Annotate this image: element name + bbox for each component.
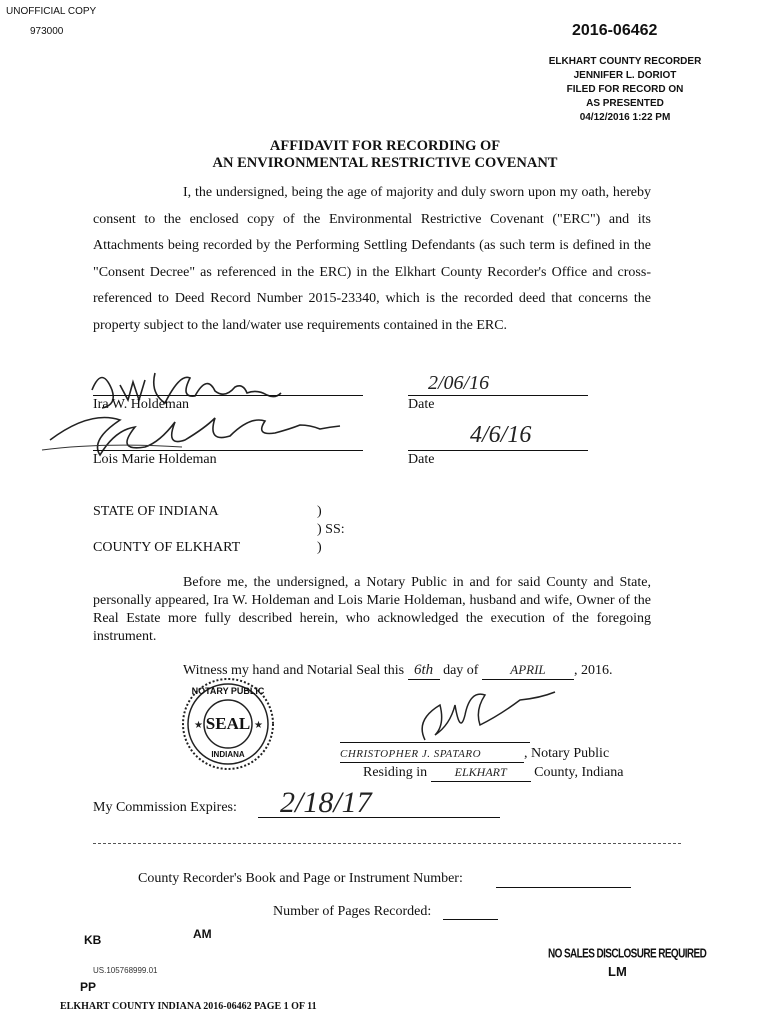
book-page-label: County Recorder's Book and Page or Instrument Number: [138, 871, 463, 886]
notary-signature-line [340, 742, 530, 743]
notary-name-line [340, 746, 609, 763]
venue-ss: ) SS: [317, 522, 345, 537]
date-label-ira: Date [408, 397, 435, 412]
venue-paren-top: ) [317, 504, 322, 519]
witness-day-of: day of [443, 663, 479, 678]
date-line-lois [408, 450, 588, 451]
document-code: 973000 [30, 26, 64, 37]
signature-line-lois [93, 450, 363, 451]
footer-lm: LM [608, 964, 627, 979]
recorder-stamp [535, 55, 715, 125]
witness-month-hand: APRIL [510, 662, 546, 677]
witness-day-hand: 6th [413, 662, 434, 678]
handwritten-date-lois: 4/6/16 [470, 422, 532, 448]
notary-title: , Notary Public [524, 746, 610, 761]
notary-paragraph: Before me, the undersigned, a Notary Public in and for said County and State, personally appeared, Ira W. Holdeman and Lois Marie Holdeman, husband and wife, Owner of the Real Estate more fully described herein, who acknowledged the execution of the foregoing instrument. [93, 575, 651, 644]
recorder-line: ELKHART COUNTY RECORDER [548, 56, 702, 67]
date-label-lois: Date [408, 452, 435, 467]
handwritten-date-ira: 2/06/16 [428, 372, 490, 394]
seal-star-left: ★ [194, 720, 203, 731]
notary-name-hand: CHRISTOPHER J. SPATARO [340, 748, 482, 760]
footer-pp: PP [80, 980, 97, 994]
residing-label: Residing in [363, 765, 428, 780]
recorder-line: FILED FOR RECORD ON [566, 84, 684, 95]
residing-county-blank [431, 765, 531, 782]
venue-paren-bottom: ) [317, 540, 322, 555]
witness-year: , 2016. [573, 663, 613, 678]
residing-county-suffix: County, Indiana [534, 765, 624, 780]
notary-signature [390, 690, 560, 750]
pages-recorded-label: Number of Pages Recorded: [273, 904, 432, 919]
residing-line [363, 765, 623, 782]
state-label: STATE OF INDIANA [93, 504, 219, 519]
recorder-line: 04/12/2016 1:22 PM [579, 112, 671, 123]
dashed-separator [93, 843, 681, 844]
no-sales-disclosure: NO SALES DISCLOSURE REQUIRED [548, 947, 707, 962]
document-title [150, 138, 620, 172]
signer-name-lois: Lois Marie Holdeman [93, 452, 217, 467]
residing-county-hand: ELKHART [454, 765, 507, 779]
title-line: AN ENVIRONMENTAL RESTRICTIVE COVENANT [212, 155, 558, 171]
county-label: COUNTY OF ELKHART [93, 540, 241, 555]
commission-date-hand: 2/18/17 [280, 786, 372, 819]
witness-month-blank [482, 662, 574, 680]
title-line: AFFIDAVIT FOR RECORDING OF [269, 138, 501, 154]
record-number: 2016-06462 [572, 22, 658, 39]
notary-name-blank [340, 746, 524, 763]
footer-am: AM [193, 927, 212, 941]
witness-prefix: Witness my hand and Notarial Seal this [183, 663, 405, 678]
consent-paragraph: I, the undersigned, being the age of majority and duly sworn upon my oath, hereby consent to the enclosed copy of the Environmental Restrictive Covenant ("ERC") and its Attachments being recorded by the Performing Settling Defendants (as such term is defined in the "Consent Decree" as referenced in the ERC) in the Elkhart County Recorder's Office and cross-referenced to Deed Record Number 2015-23340, which is the recorded deed that concerns the property subject to the land/water use requirements contained in the ERC. [93, 185, 651, 333]
seal-center-text: SEAL [205, 714, 251, 733]
signer-name-ira: Ira W. Holdeman [93, 397, 190, 412]
page-footer: ELKHART COUNTY INDIANA 2016-06462 PAGE 1 OF 11 [60, 1001, 317, 1012]
recorder-line: JENNIFER L. DORIOT [573, 70, 677, 81]
seal-bottom-text: INDIANA [211, 750, 245, 759]
date-line-ira [408, 395, 588, 396]
document-id: US.105768999.01 [93, 966, 158, 975]
signature-line-ira [93, 395, 363, 396]
book-page-blank [496, 887, 631, 888]
commission-label: My Commission Expires: [93, 800, 237, 815]
footer-kb: KB [84, 933, 102, 947]
seal-star-right: ★ [254, 720, 263, 731]
notary-seal [180, 676, 276, 772]
seal-top-text: NOTARY PUBLIC [191, 686, 265, 696]
witness-day-blank [408, 662, 440, 680]
pages-recorded-blank [443, 919, 498, 920]
recorder-line: AS PRESENTED [586, 98, 664, 109]
unofficial-copy-label: UNOFFICIAL COPY [6, 6, 97, 17]
